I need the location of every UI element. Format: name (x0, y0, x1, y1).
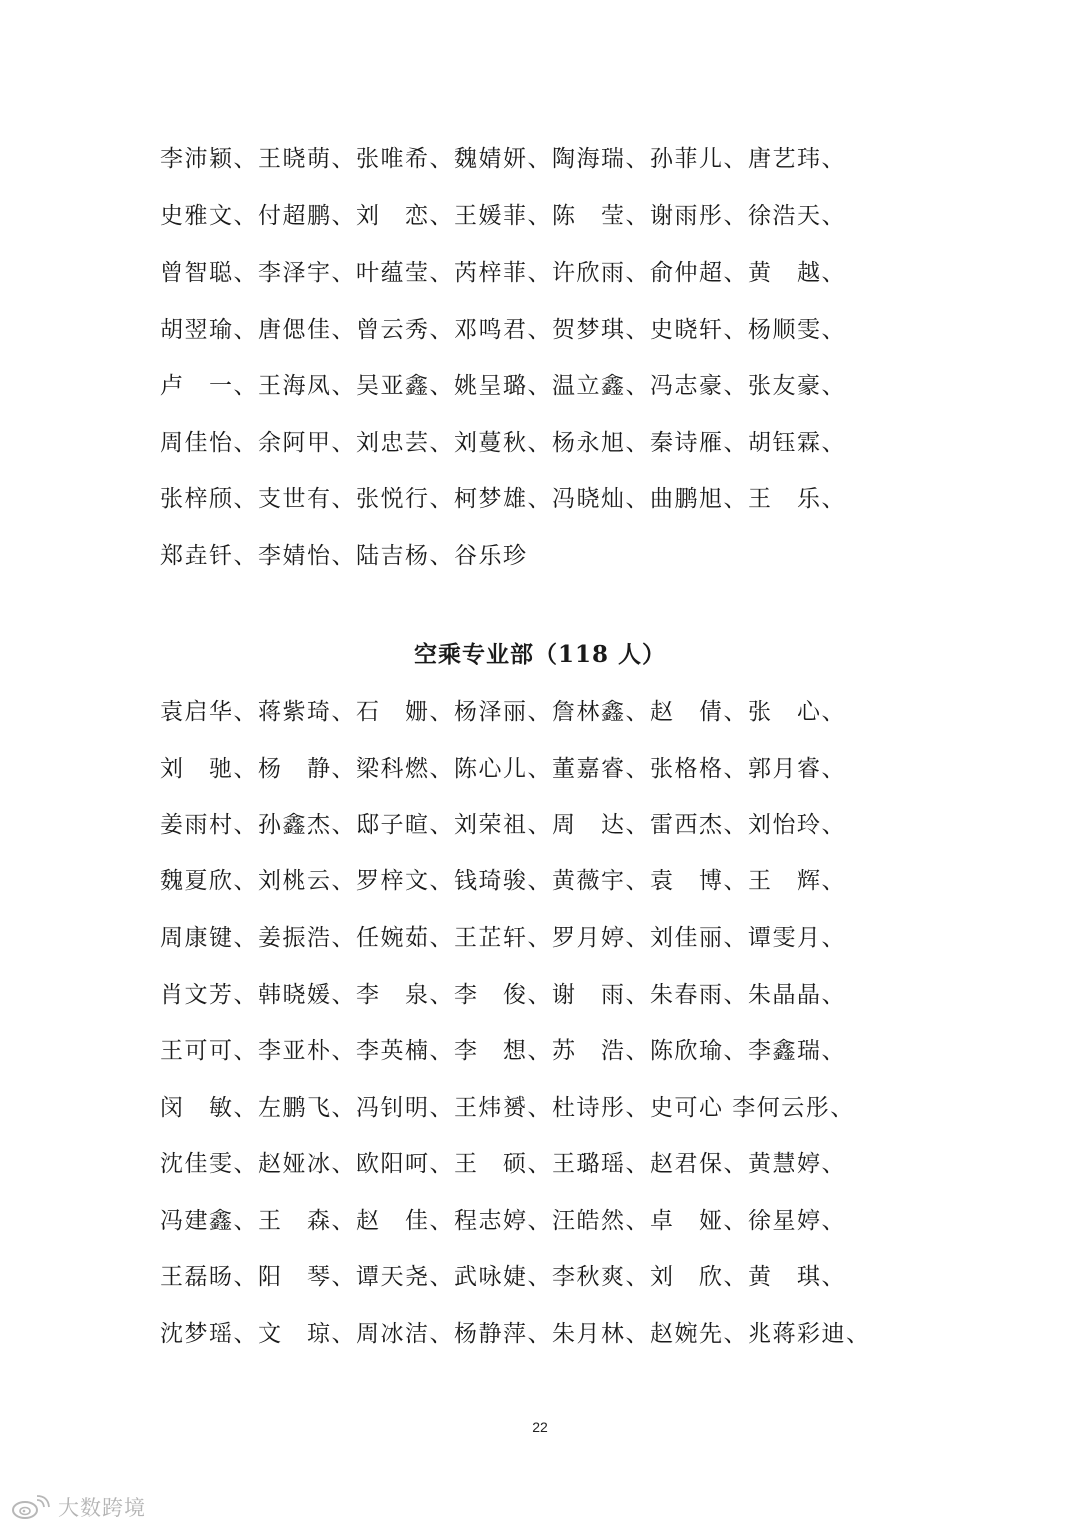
name-line: 闵 敏、左鹏飞、冯钊明、王炜赟、杜诗彤、史可心 李何云彤、 (160, 1095, 855, 1121)
page-number: 22 (532, 1419, 548, 1435)
weibo-logo-icon (10, 1494, 52, 1520)
name-line: 刘 驰、杨 静、梁科燃、陈心儿、董嘉睿、张格格、郭月睿、 (160, 756, 846, 782)
name-line: 袁启华、蒋紫琦、石 姗、杨泽丽、詹林鑫、赵 倩、张 心、 (160, 699, 846, 725)
name-line: 沈梦瑶、文 琼、周冰洁、杨静萍、朱月林、赵婉先、兆蒋彩迪、 (160, 1321, 871, 1347)
watermark-text: 大数跨境 (58, 1496, 146, 1520)
name-line: 王磊旸、阳 琴、谭天尧、武咏婕、李秋爽、刘 欣、黄 琪、 (160, 1264, 846, 1290)
name-line: 张梓颀、支世有、张悦行、柯梦雄、冯晓灿、曲鹏旭、王 乐、 (160, 486, 846, 512)
section-heading: 空乘专业部（118 人） (413, 641, 667, 668)
name-line: 李沛颖、王晓萌、张唯希、魏婧妍、陶海瑞、孙菲儿、唐艺玮、 (160, 146, 846, 172)
name-line: 曾智聪、李泽宇、叶蕴莹、芮梓菲、许欣雨、俞仲超、黄 越、 (160, 260, 846, 286)
name-line: 魏夏欣、刘桃云、罗梓文、钱琦骏、黄薇宇、袁 博、王 辉、 (160, 868, 846, 894)
name-line: 史雅文、付超鹏、刘 恋、王媛菲、陈 莹、谢雨彤、徐浩天、 (160, 203, 846, 229)
name-line: 姜雨村、孙鑫杰、邸子暄、刘荣祖、周 达、雷西杰、刘怡玲、 (160, 812, 846, 838)
watermark (10, 1492, 146, 1522)
name-line: 肖文芳、韩晓媛、李 泉、李 俊、谢 雨、朱春雨、朱晶晶、 (160, 982, 846, 1008)
name-line: 王可可、李亚朴、李英楠、李 想、苏 浩、陈欣瑜、李鑫瑞、 (160, 1038, 846, 1064)
name-line: 郑垚钎、李婧怡、陆吉杨、谷乐珍 (160, 543, 528, 569)
name-line: 胡翌瑜、唐偲佳、曾云秀、邓鸣君、贺梦琪、史晓轩、杨顺雯、 (160, 317, 846, 343)
name-line: 周佳怡、余阿甲、刘忠芸、刘蔓秋、杨永旭、秦诗雁、胡钰霖、 (160, 430, 846, 456)
name-line: 沈佳雯、赵娅冰、欧阳呵、王 硕、王璐瑶、赵君保、黄慧婷、 (160, 1151, 846, 1177)
name-line: 冯建鑫、王 森、赵 佳、程志婷、汪皓然、卓 娅、徐星婷、 (160, 1208, 846, 1234)
name-line: 周康键、姜振浩、任婉茹、王芷轩、罗月婷、刘佳丽、谭雯月、 (160, 925, 846, 951)
name-line: 卢 一、王海凤、吴亚鑫、姚呈璐、温立鑫、冯志豪、张友豪、 (160, 373, 846, 399)
